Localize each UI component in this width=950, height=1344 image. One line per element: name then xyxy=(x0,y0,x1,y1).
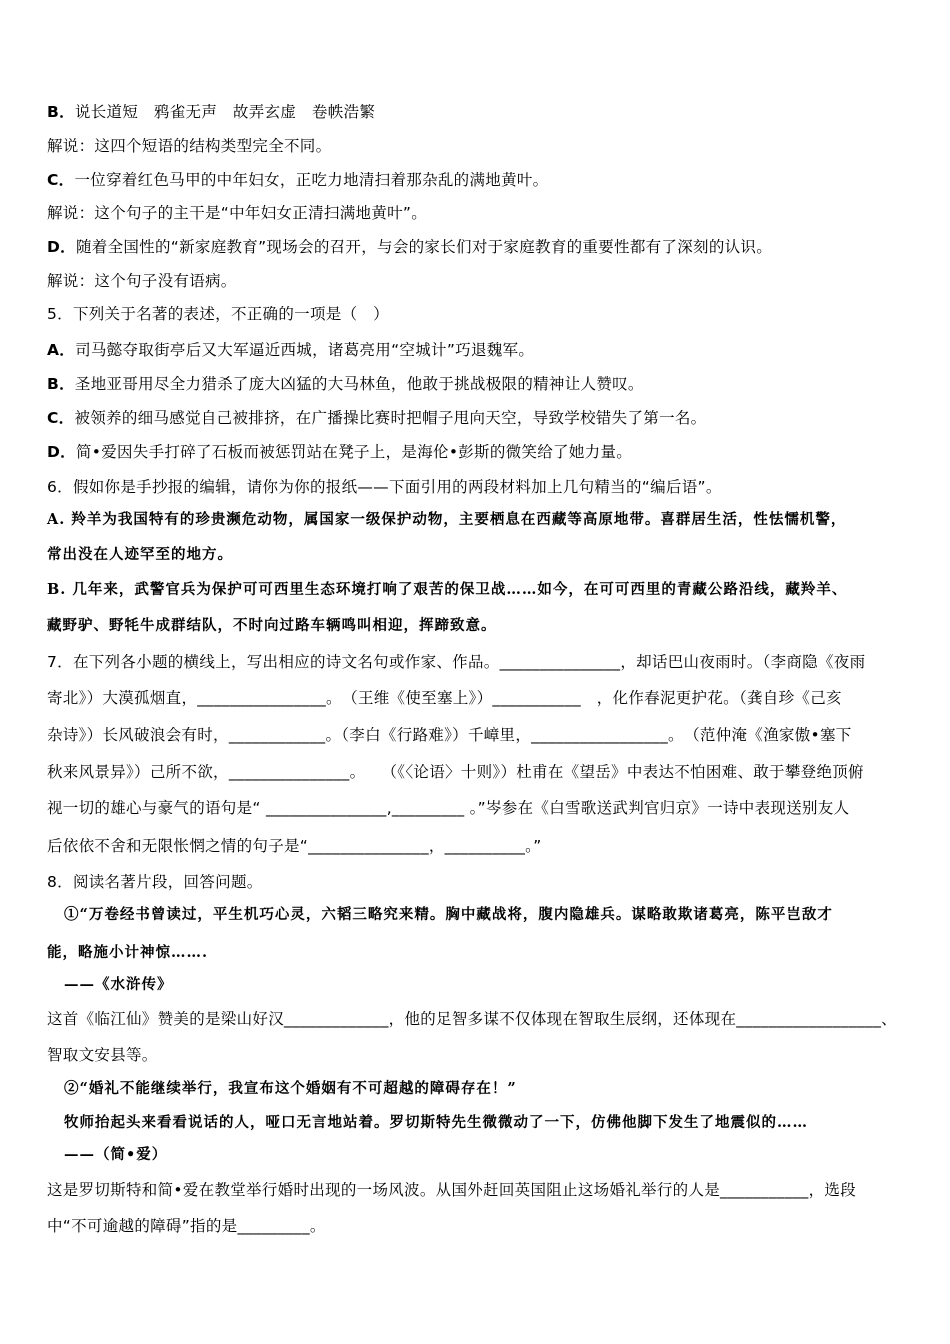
question-7-line: 秋来风景异》）己所不欲，_______________。 （《〈论语〉十则》）杜甫在《望岳》中表达不怕困难、敢于攀登绝顶俯 xyxy=(47,763,864,781)
excerpt-2-source: ——（简•爱） xyxy=(64,1146,168,1163)
option-label: B． xyxy=(47,103,75,121)
option-text: 说长道短 鸦雀无声 故弄玄虚 卷帙浩繁 xyxy=(74,103,376,121)
q5-option-b xyxy=(47,374,644,394)
option-label: A． xyxy=(47,341,76,359)
option-b-line xyxy=(47,102,375,122)
option-text: 随着全国性的“新家庭教育”现场会的召开，与会的家长们对于家庭教育的重要性都有了深刻的认识。 xyxy=(75,238,773,256)
excerpt-1-source: ——《水浒传》 xyxy=(64,976,173,993)
material-b: B. 几年来，武警官兵为保护可可西里生态环境打响了艰苦的保卫战……如今，在可可西里的青藏公路沿线，藏羚羊、 xyxy=(47,581,848,598)
option-label: D． xyxy=(47,443,76,461)
question-7-line: 视一切的雄心与豪气的语句是“ _______________,_________ 。”岑参在《白雪歌送武判官归京》一诗中表现送别友人 xyxy=(47,799,850,817)
material-b-cont: 藏野驴、野牦牛成群结队，不时向过路车辆鸣叫相迎，挥蹄致意。 xyxy=(47,617,497,634)
option-text: 一位穿着红色马甲的中年妇女，正吃力地清扫着那杂乱的满地黄叶。 xyxy=(74,171,549,189)
option-label: C． xyxy=(47,171,75,189)
question-8-part-2-cont: 中“不可逾越的障碍”指的是_________。 xyxy=(47,1217,326,1235)
option-text: 被领养的细马感觉自己被排挤，在广播操比赛时把帽子甩向天空，导致学校错失了第一名。 xyxy=(74,409,707,427)
option-text: 圣地亚哥用尽全力猎杀了庞大凶猛的大马林鱼，他敢于挑战极限的精神让人赞叹。 xyxy=(74,375,644,393)
explanation-line: 解说：这个句子没有语病。 xyxy=(47,272,237,290)
excerpt-1: ①“万卷经书曾读过，平生机巧心灵，六韬三略究来精。胸中藏战将，腹内隐雄兵。谋略敢欺诸葛亮，陈平岂敌才 xyxy=(64,906,833,923)
excerpt-2-cont: 牧师抬起头来看看说话的人，哑口无言地站着。罗切斯特先生微微动了一下，仿佛他脚下发生了地震似的…… xyxy=(64,1114,808,1131)
question-7-line: 杂诗》）长风破浪会有时，____________。（李白《行路难》）千嶂里，_________________。 （范仲淹《渔家傲•塞下 xyxy=(47,726,852,744)
question-8-part-1-cont: 智取文安县等。 xyxy=(47,1046,158,1064)
question-7-line: 后依依不舍和无限怅惘之情的句子是“_______________，__________。” xyxy=(47,837,542,855)
option-text: 简•爱因失手打碎了石板而被惩罚站在凳子上，是海伦•彭斯的微笑给了她力量。 xyxy=(75,443,633,461)
explanation-line: 解说：这四个短语的结构类型完全不同。 xyxy=(47,137,332,155)
q5-option-d xyxy=(47,442,632,462)
question-8-part-1: 这首《临江仙》赞美的是梁山好汉_____________，他的足智多谋不仅体现在智取生辰纲，还体现在__________________、 xyxy=(47,1010,897,1028)
material-a: A. 羚羊为我国特有的珍贵濒危动物，属国家一级保护动物，主要栖息在西藏等高原地带。喜群居生活，性怯懦机警， xyxy=(47,511,847,528)
option-text: 司马懿夺取街亭后又大军逼近西城，诸葛亮用“空城计”巧退魏军。 xyxy=(75,341,535,359)
question-5: 5．下列关于名著的表述，不正确的一项是（ ） xyxy=(47,305,389,323)
question-7-line: 寄北》）大漠孤烟直，________________。 （王维《使至塞上》）___________ ，化作春泥更护花。（龚自珍《己亥 xyxy=(47,689,842,707)
option-label: D． xyxy=(47,238,76,256)
question-8-part-2: 这是罗切斯特和简•爱在教堂举行婚时出现的一场风波。从国外赶回英国阻止这场婚礼举行的人是___________，选段 xyxy=(47,1181,856,1199)
q5-option-c xyxy=(47,408,707,428)
option-label: C． xyxy=(47,409,75,427)
q5-option-a xyxy=(47,340,534,360)
excerpt-1-cont: 能，略施小计神惊……. xyxy=(47,944,209,961)
question-8: 8．阅读名著片段，回答问题。 xyxy=(47,873,263,891)
question-6: 6．假如你是手抄报的编辑，请你为你的报纸——下面引用的两段材料加上几句精当的“编后语”。 xyxy=(47,478,722,496)
material-a-cont: 常出没在人迹罕至的地方。 xyxy=(47,546,233,563)
excerpt-2: ②“婚礼不能继续举行，我宣布这个婚姻有不可超越的障碍存在！” xyxy=(64,1080,517,1097)
question-7: 7．在下列各小题的横线上，写出相应的诗文名句或作家、作品。_______________，却话巴山夜雨时。（李商隐《夜雨 xyxy=(47,653,866,671)
explanation-line: 解说：这个句子的主干是“中年妇女正清扫满地黄叶”。 xyxy=(47,204,428,222)
option-c-line xyxy=(47,170,549,190)
option-label: B． xyxy=(47,375,75,393)
option-d-line xyxy=(47,237,772,257)
